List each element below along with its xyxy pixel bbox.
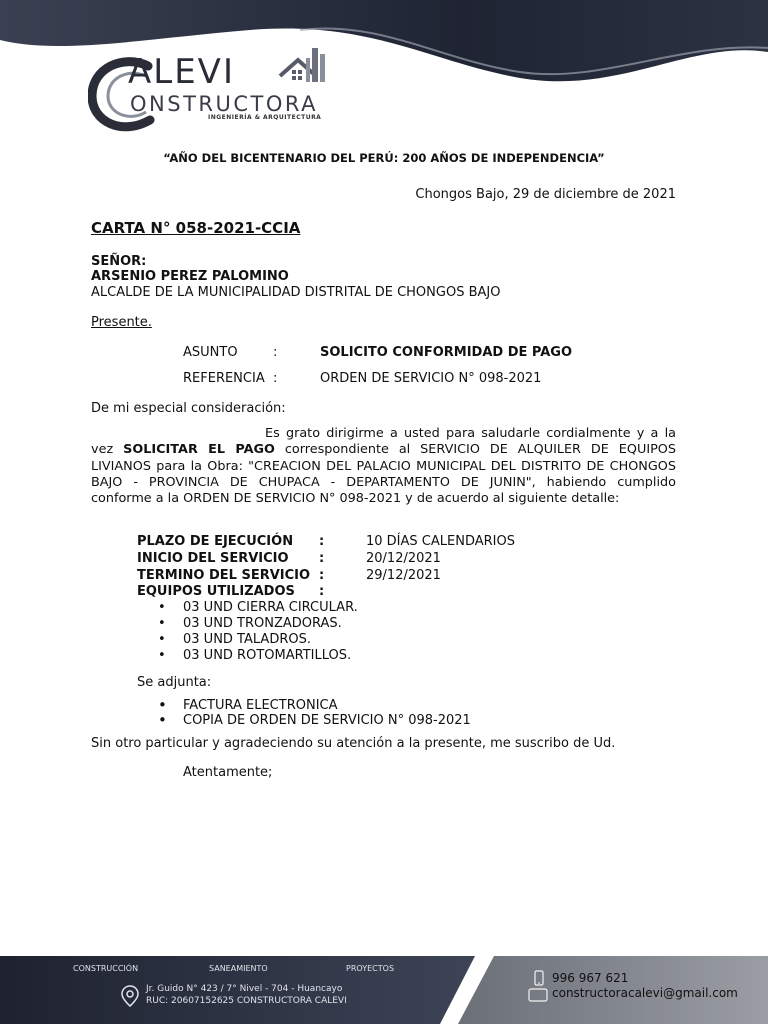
bullet-icon: • [158, 711, 167, 729]
recipient-title: ALCALDE DE LA MUNICIPALIDAD DISTRITAL DE CHONGOS BAJO [91, 285, 501, 300]
paragraph-line-2 [91, 442, 676, 458]
signoff: Atentamente; [183, 765, 273, 780]
list-item: FACTURA ELECTRONICA [183, 698, 338, 713]
footer-tab-proyectos: PROYECTOS [346, 964, 395, 973]
referencia-colon: : [273, 371, 278, 386]
list-item: 03 UND TRONZADORAS. [183, 616, 342, 631]
logo-tagline: INGENIERÍA & ARQUITECTURA [208, 114, 322, 121]
letter-date: Chongos Bajo, 29 de diciembre de 2021 [415, 187, 676, 202]
detail-value: 20/12/2021 [366, 551, 441, 566]
phone-icon [533, 970, 545, 986]
bullet-icon: • [158, 600, 166, 615]
detail-label: TERMINO DEL SERVICIO [137, 568, 311, 583]
paragraph-line-1: Es grato dirigirme a usted para saludarle cordialmente y a la [265, 426, 676, 441]
footer-tab-construccion: CONSTRUCCIÓN [73, 964, 139, 973]
list-item: 03 UND CIERRA CIRCULAR. [183, 600, 358, 615]
paragraph-line-4: BAJO - PROVINCIA DE CHUPACA - DEPARTAMENTO DE JUNIN", habiendo cumplido [91, 474, 676, 490]
paragraph-line-2-rest: correspondiente al SERVICIO DE ALQUILER DE EQUIPOS [284, 442, 677, 458]
paragraph-vez: vez [91, 442, 114, 458]
letter-number: CARTA N° 058-2021-CCIA [91, 219, 301, 237]
list-item: COPIA DE ORDEN DE SERVICIO N° 098-2021 [183, 713, 471, 728]
bullet-icon: • [158, 632, 166, 647]
footer-tab-saneamiento: SANEAMIENTO [209, 964, 268, 973]
footer-email: constructoracalevi@gmail.com [552, 986, 738, 1000]
attachments-label: Se adjunta: [137, 675, 212, 690]
list-item: 03 UND TALADROS. [183, 632, 311, 647]
main-paragraph [91, 426, 676, 507]
logo-building-icon [276, 40, 332, 96]
year-motto: “AÑO DEL BICENTENARIO DEL PERÚ: 200 AÑOS DE INDEPENDENCIA” [163, 151, 605, 165]
detail-value: 10 DÍAS CALENDARIOS [366, 534, 515, 549]
greeting: De mi especial consideración: [91, 401, 286, 416]
logo-subtitle: ONSTRUCTORA [130, 92, 318, 116]
asunto-label: ASUNTO [183, 345, 238, 360]
asunto-value: SOLICITO CONFORMIDAD DE PAGO [320, 345, 573, 360]
referencia-value: ORDEN DE SERVICIO N° 098-2021 [320, 371, 542, 386]
footer-address: Jr. Guido N° 423 / 7° Nivel - 704 - Huancayo [146, 984, 343, 994]
detail-label: EQUIPOS UTILIZADOS [137, 584, 295, 599]
paragraph-line-3: LIVIANOS para la Obra: "CREACION DEL PALACIO MUNICIPAL DEL DISTRITO DE CHONGOS [91, 458, 676, 474]
recipient-salutation: SEÑOR: [91, 254, 147, 269]
paragraph-solicitar-pago: SOLICITAR EL PAGO [123, 442, 275, 458]
closing-sentence: Sin otro particular y agradeciendo su atención a la presente, me suscribo de Ud. [91, 736, 616, 751]
asunto-colon: : [273, 345, 278, 360]
recipient-name: ARSENIO PEREZ PALOMINO [91, 269, 289, 284]
bullet-icon: • [158, 648, 166, 663]
bullet-icon: • [158, 696, 167, 714]
logo-name: ALEVI [128, 52, 235, 92]
detail-colon: : [319, 568, 325, 583]
footer-ruc: RUC: 20607152625 CONSTRUCTORA CALEVI [146, 996, 347, 1006]
detail-label: INICIO DEL SERVICIO [137, 551, 289, 566]
location-pin-icon [121, 985, 139, 1007]
paragraph-line-5: conforme a la ORDEN DE SERVICIO N° 098-2021 y de acuerdo al siguiente detalle: [91, 491, 620, 507]
email-icon [528, 988, 548, 1002]
bullet-icon: • [158, 616, 166, 631]
detail-colon: : [319, 551, 325, 566]
detail-colon: : [319, 584, 325, 599]
referencia-label: REFERENCIA [183, 371, 265, 386]
detail-label: PLAZO DE EJECUCIÓN [137, 534, 294, 549]
detail-colon: : [319, 534, 325, 549]
footer-phone: 996 967 621 [552, 971, 629, 985]
detail-value: 29/12/2021 [366, 568, 441, 583]
presente-label: Presente. [91, 315, 152, 330]
list-item: 03 UND ROTOMARTILLOS. [183, 648, 352, 663]
